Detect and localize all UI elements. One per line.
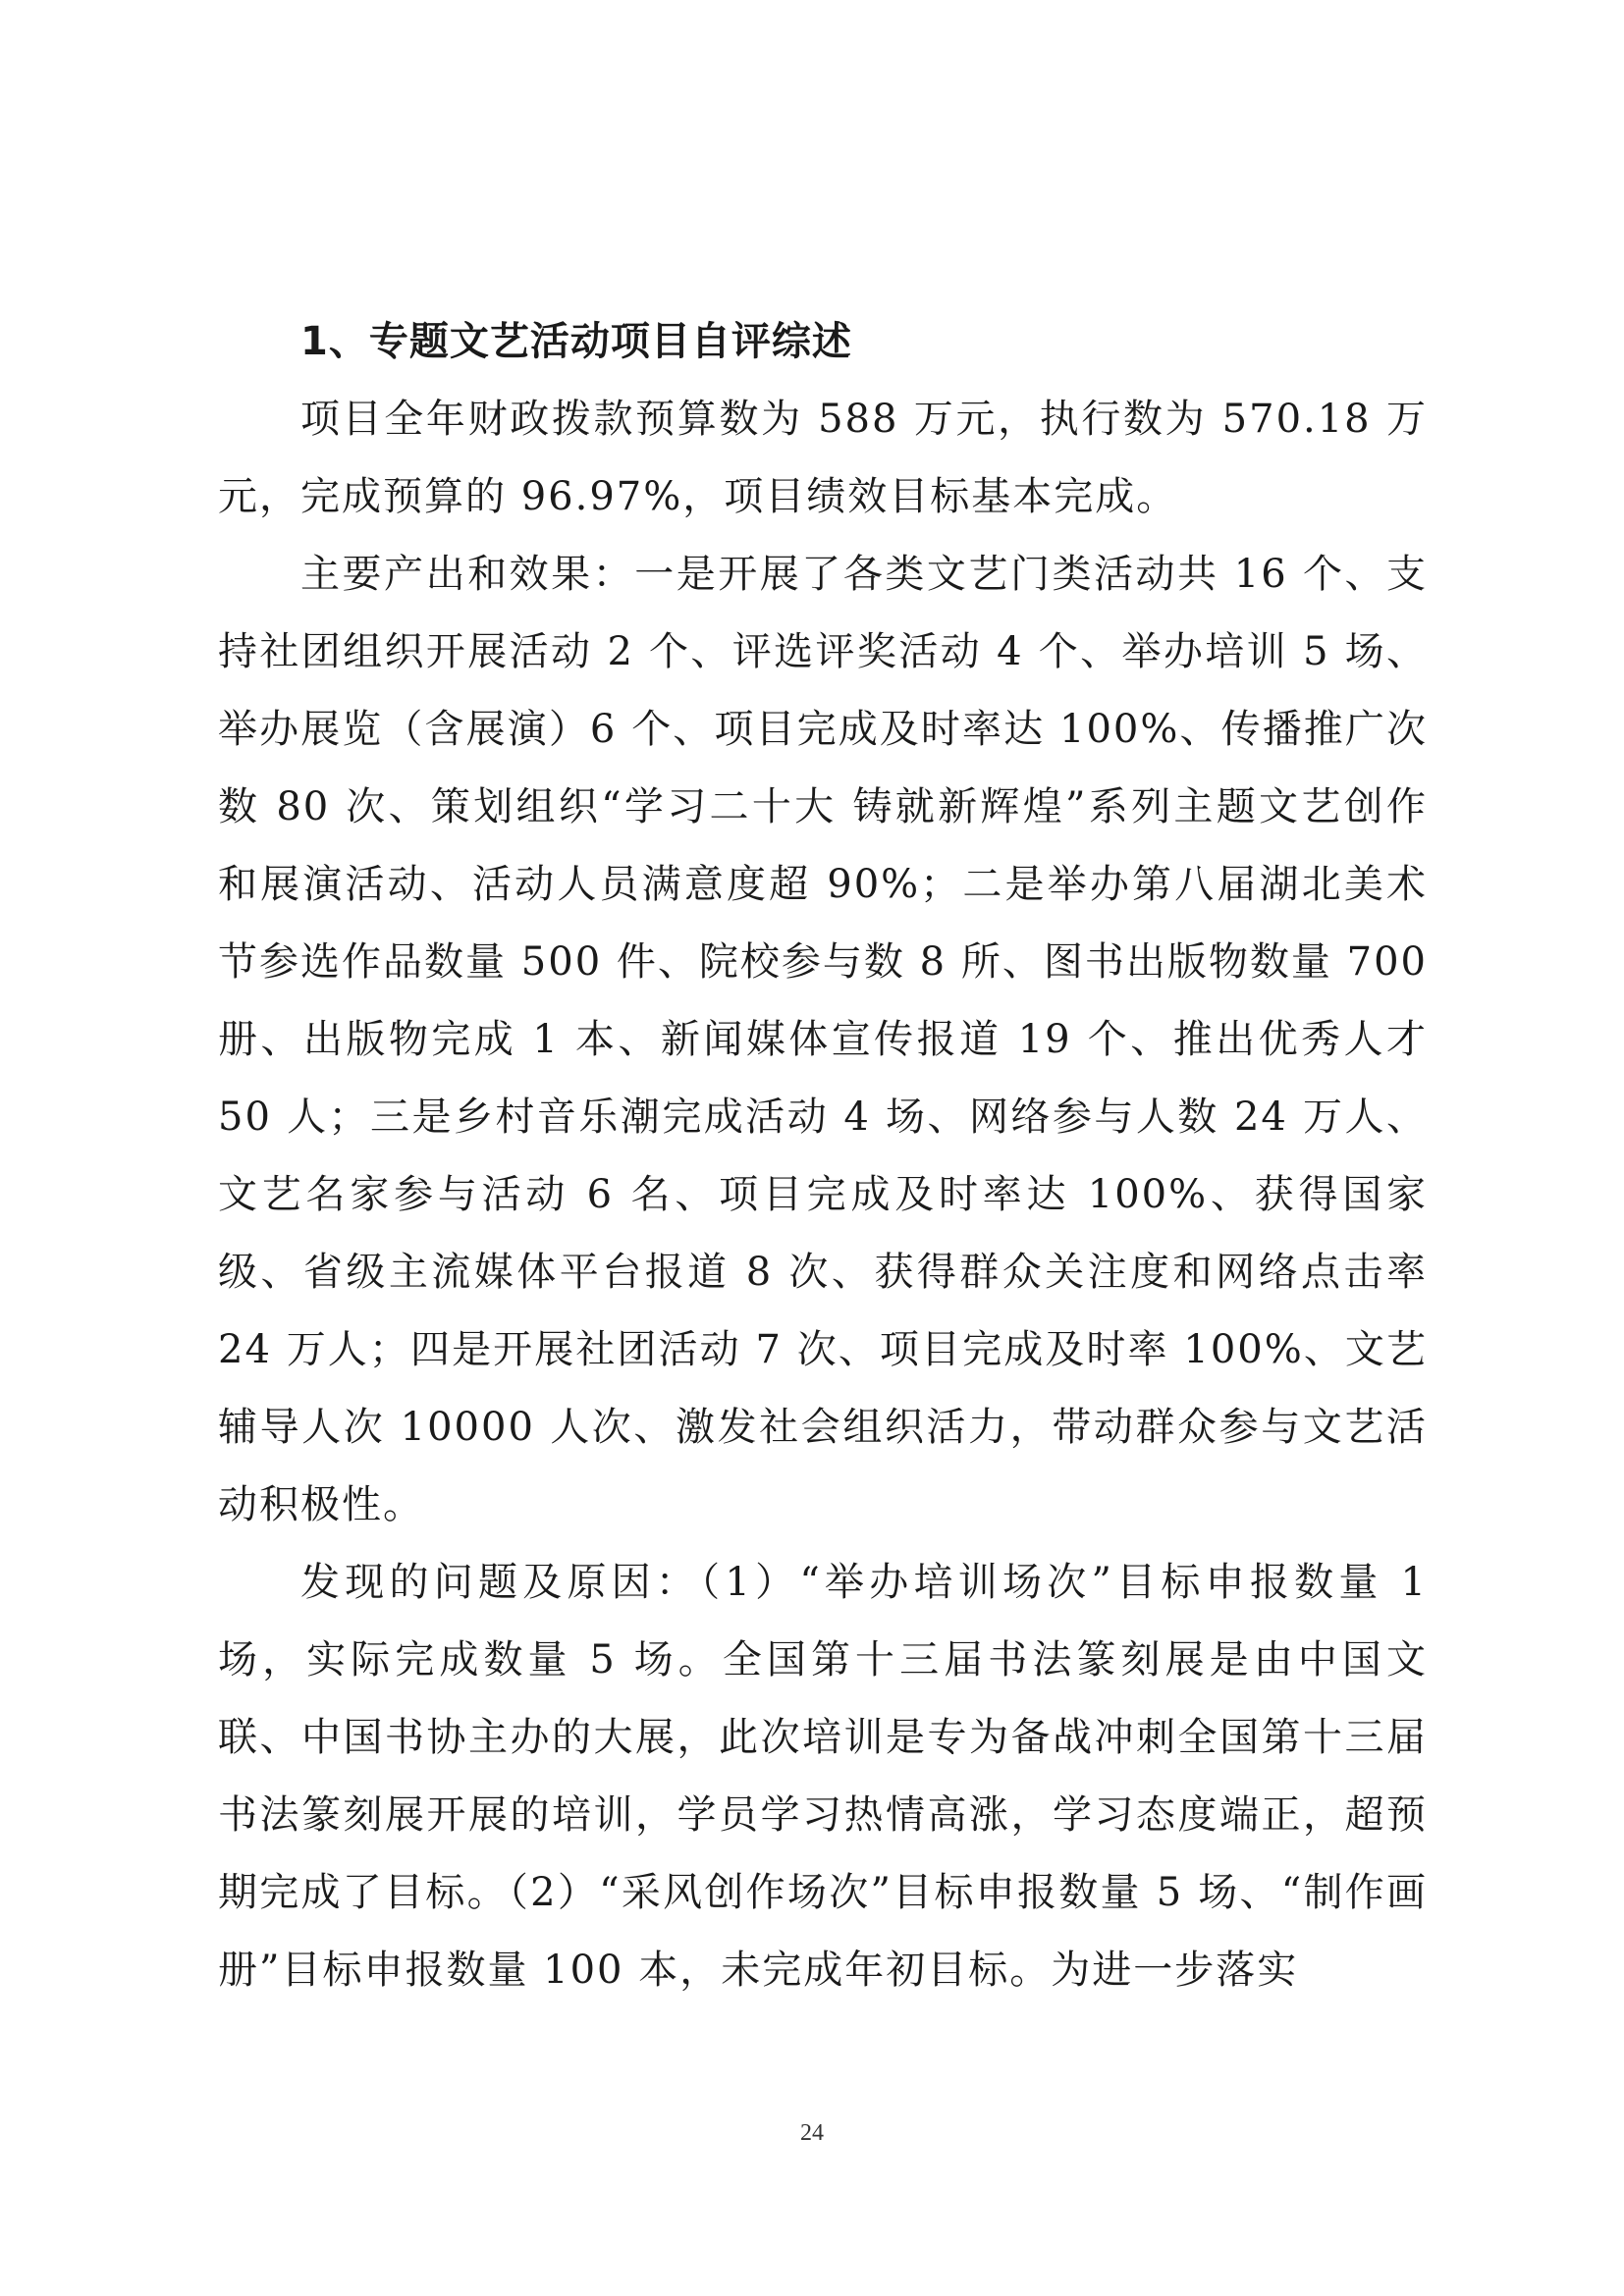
paragraph-problems-causes: 发现的问题及原因：（1）“举办培训场次”目标申报数量 1 场，实际完成数量 5 场。全国第十三届书法篆刻展是由中国文联、中国书协主办的大展，此次培训是专为备战冲刺全国第十三届书法篆刻展开展的培训，学员学习热情高涨，学习态度端正，超预期完成了目标。（2）“采风创作场次”目标申报数量 5 场、“制作画册”目标申报数量 100 本，未完成年初目标。为进一步落实 <box>218 1560 1428 1993</box>
paragraph-main-outputs: 主要产出和效果：一是开展了各类文艺门类活动共 16 个、支持社团组织开展活动 2 个、评选评奖活动 4 个、举办培训 5 场、举办展览（含展演）6 个、项目完成及时率达 100%、传播推广次数 80 次、策划组织“学习二十大 铸就新辉煌”系列主题文艺创作和展演活动、活动人员满意度超 90%；二是举办第八届湖北美术节参选作品数量 500 件、院校参与数 8 所、图书出版物数量 700 册、出版物完成 1 本、新闻媒体宣传报道 19 个、推出优秀人才 50 人；三是乡村音乐潮完成活动 4 场、网络参与人数 24 万人、文艺名家参与活动 6 名、项目完成及时率达 100%、获得国家级、省级主流媒体平台报道 8 次、获得群众关注度和网络点击率 24 万人；四是开展社团活动 7 次、项目完成及时率 100%、文艺辅导人次 10000 人次、激发社会组织活力，带动群众参与文艺活动积极性。 <box>218 552 1428 1527</box>
page-number: 24 <box>800 2120 824 2146</box>
document-body <box>218 302 1428 2009</box>
paragraph-budget-summary: 项目全年财政拨款预算数为 588 万元，执行数为 570.18 万元，完成预算的 96.97%，项目绩效目标基本完成。 <box>218 397 1428 519</box>
section-heading: 1、专题文艺活动项目自评综述 <box>300 319 852 364</box>
